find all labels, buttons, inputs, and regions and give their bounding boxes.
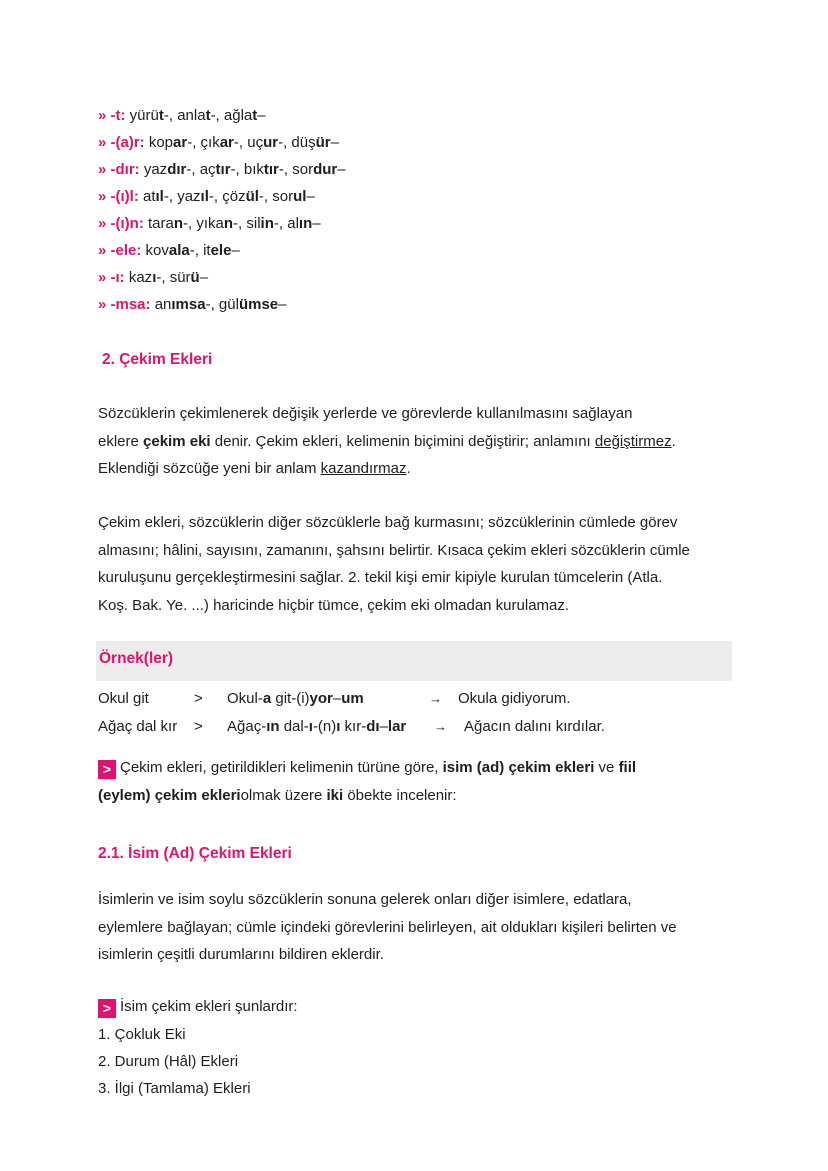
paragraph-line: Sözcüklerin çekimlenerek değişik yerlerde ve görevlerde kullanılmasını sağlayan [98, 405, 633, 422]
suffix-item: » -(a)r: kopar-, çıkar-, uçur-, düşür– [98, 134, 339, 151]
paragraph-line: kuruluşunu gerçekleştirmesini sağlar. 2. tekil kişi emir kipiyle kurulan tümcelerin (Atla. [98, 569, 663, 586]
suffix-label: » -ı: [98, 269, 129, 286]
list-item: 2. Durum (Hâl) Ekleri [98, 1053, 239, 1070]
paragraph-definition [98, 400, 738, 483]
paragraph-line: Eklendiği sözcüğe yeni bir anlam kazandırmaz. [98, 460, 411, 477]
suffix-item: » -t: yürüt-, anlat-, ağlat– [98, 107, 266, 124]
suffix-label: » -(ı)l: [98, 188, 143, 205]
suffix-label: » -t: [98, 107, 130, 124]
section-heading-cekim-ekleri: 2. Çekim Ekleri [102, 351, 213, 368]
suffix-label: » -(a)r: [98, 134, 149, 151]
paragraph-line: eklere çekim eki denir. Çekim ekleri, kelimenin biçimini değiştirir; anlamını değiştirmez. [98, 432, 676, 450]
example-result: Ağacın dalını kırdılar. [464, 718, 605, 735]
paragraph-function [98, 509, 738, 619]
paragraph-line: almasını; hâlini, sayısını, zamanını, şahsını belirtir. Kısaca çekim ekleri sözcüklerin cümle [98, 541, 690, 559]
suffix-item: » -dır: yazdır-, açtır-, bıktır-, sordur– [98, 161, 346, 178]
paragraph-line: Koş. Bak. Ye. ...) haricinde hiçbir tümce, çekim eki olmadan kurulamaz. [98, 596, 570, 614]
arrow-marker-icon: > [98, 999, 116, 1018]
arrow-marker-icon: > [98, 760, 116, 779]
example-title: Örnek(ler) [99, 650, 174, 667]
paragraph-line: İsimlerin ve isim soylu sözcüklerin sonuna gelerek onları diğer isimlere, edatlara, [98, 891, 632, 908]
suffix-item: » -(ı)l: atıl-, yazıl-, çözül-, sorul– [98, 188, 315, 205]
suffix-label: » -dır: [98, 161, 144, 178]
paragraph-line: isimlerin çeşitli durumlarını bildiren eklerdir. [98, 946, 384, 963]
suffix-item: » -ı: kazı-, sürü– [98, 269, 209, 286]
paragraph-isim-cekim [98, 886, 738, 969]
example-result: Okula gidiyorum. [458, 690, 571, 707]
example-gt: > [194, 718, 203, 735]
example-suffixed: Ağaç-ın dal-ı-(n)ı kır-dı–lar [227, 718, 407, 735]
paragraph-line: eylemlere bağlayan; cümle içindeki görevlerini belirleyen, ait oldukları kişileri belirten ve [98, 918, 677, 936]
example-suffixed: Okul-a git-(i)yor–um [227, 690, 364, 707]
list-item: 3. İlgi (Tamlama) Ekleri [98, 1080, 251, 1097]
arrow-right-icon: → [434, 719, 447, 734]
suffix-label: » -msa: [98, 296, 155, 313]
note-paragraph: > Çekim ekleri, getirildikleri kelimenin türüne göre, isim (ad) çekim ekleri ve fiil (eylem) çekim ekleriolmak üzere iki öbekte incelenir: [98, 759, 637, 804]
section-heading-isim-cekim-ekleri: 2.1. İsim (Ad) Çekim Ekleri [98, 845, 292, 862]
underlined-term: değiştirmez [594, 432, 672, 450]
suffix-item: » -msa: anımsa-, gülümse– [98, 296, 287, 313]
note-isim-cekim: > İsim çekim ekleri şunlardır: [98, 996, 298, 1018]
suffix-label: » -(ı)n: [98, 215, 148, 232]
example-base: Okul git [98, 690, 149, 707]
example-base: Ağaç dal kır [98, 718, 178, 735]
underlined-term: kazandırmaz [320, 460, 407, 477]
example-gt: > [194, 690, 203, 707]
suffix-item: » -ele: kovala-, itele– [98, 242, 240, 259]
list-item: 1. Çokluk Eki [98, 1026, 186, 1043]
suffix-item: » -(ı)n: taran-, yıkan-, silin-, alın– [98, 215, 321, 232]
term-cekim-eki: çekim eki [143, 432, 211, 450]
example-header [96, 641, 732, 681]
arrow-right-icon: → [429, 691, 442, 706]
paragraph-line: Çekim ekleri, sözcüklerin diğer sözcüklerle bağ kurmasını; sözcüklerinin cümlede görev [98, 514, 678, 531]
suffix-label: » -ele: [98, 242, 146, 259]
